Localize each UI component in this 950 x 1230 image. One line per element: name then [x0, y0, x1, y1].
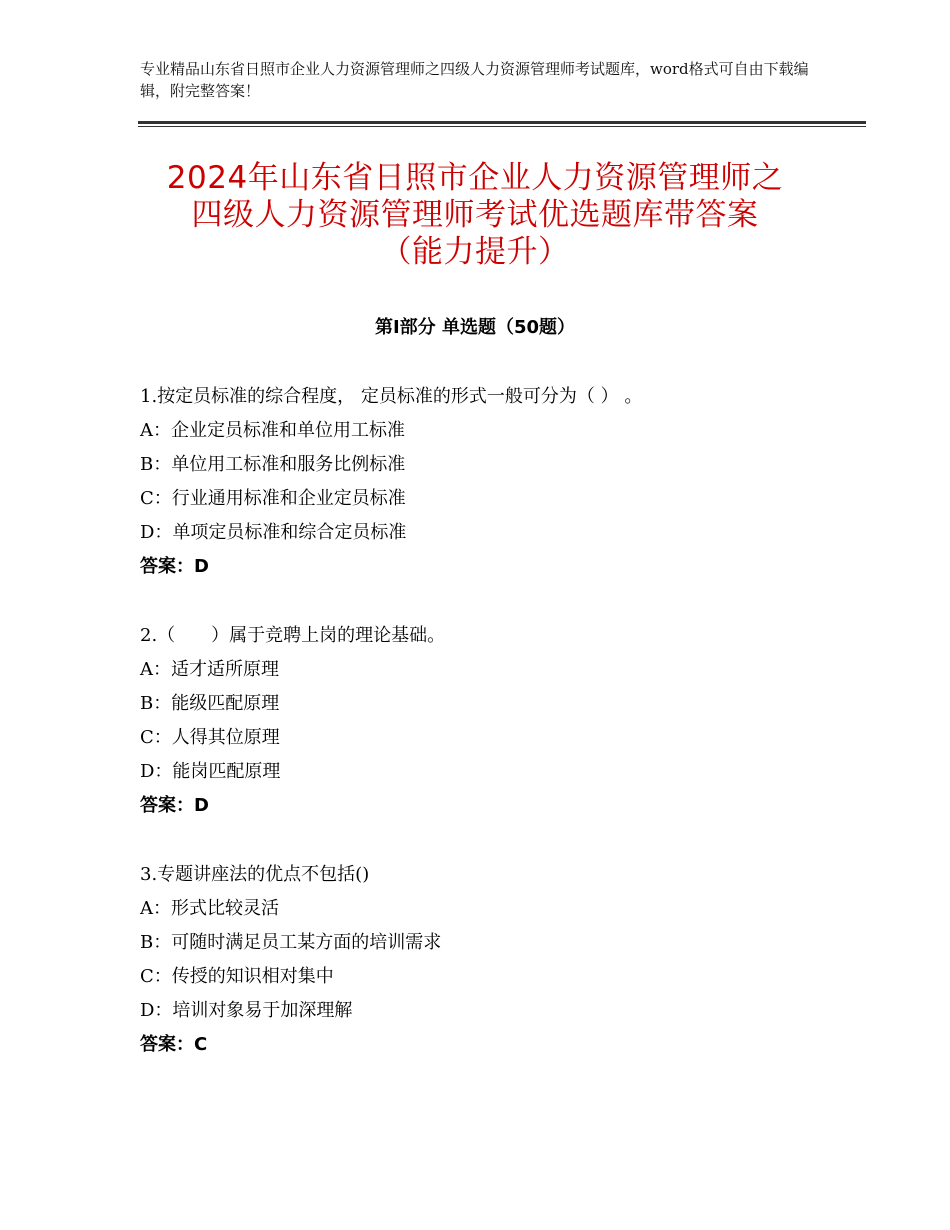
answer: 答案：D — [140, 556, 209, 577]
header-note: 专业精品山东省日照市企业人力资源管理师之四级人力资源管理师考试题库，word格式可自由下载编辑，附完整答案！ — [140, 60, 809, 100]
option-a: A：形式比较灵活 — [140, 898, 279, 919]
question-3 — [140, 858, 840, 1062]
section-title: 第Ⅰ部分 单选题（50题） — [374, 317, 575, 338]
header-rule-thick — [138, 121, 866, 124]
question-stem: 1.按定员标准的综合程度， 定员标准的形式一般可分为（ ） 。 — [140, 386, 643, 407]
option-b: B：可随时满足员工某方面的培训需求 — [140, 932, 442, 953]
option-b: B：能级匹配原理 — [140, 693, 280, 714]
title-line-2: 四级人力资源管理师考试优选题库带答案 — [191, 197, 759, 233]
option-d: D：能岗匹配原理 — [140, 761, 281, 782]
option-b: B：单位用工标准和服务比例标准 — [140, 454, 406, 475]
question-stem: 2.（ ）属于竞聘上岗的理论基础。 — [140, 625, 446, 646]
question-1 — [140, 380, 840, 584]
answer: 答案：C — [140, 1034, 208, 1055]
option-c: C：行业通用标准和企业定员标准 — [140, 488, 406, 509]
option-d: D：单项定员标准和综合定员标准 — [140, 522, 407, 543]
option-a: A：企业定员标准和单位用工标准 — [140, 420, 405, 441]
question-2 — [140, 619, 840, 823]
document-title — [100, 160, 850, 271]
answer: 答案：D — [140, 795, 209, 816]
option-d: D：培训对象易于加深理解 — [140, 1000, 353, 1021]
title-line-3: （能力提升） — [380, 234, 570, 270]
option-c: C：传授的知识相对集中 — [140, 966, 334, 987]
header-rule-thin — [138, 126, 866, 127]
option-c: C：人得其位原理 — [140, 727, 280, 748]
option-a: A：适才适所原理 — [140, 659, 279, 680]
question-stem: 3.专题讲座法的优点不包括() — [140, 864, 370, 885]
title-line-1: 2024年山东省日照市企业人力资源管理师之 — [166, 160, 784, 196]
